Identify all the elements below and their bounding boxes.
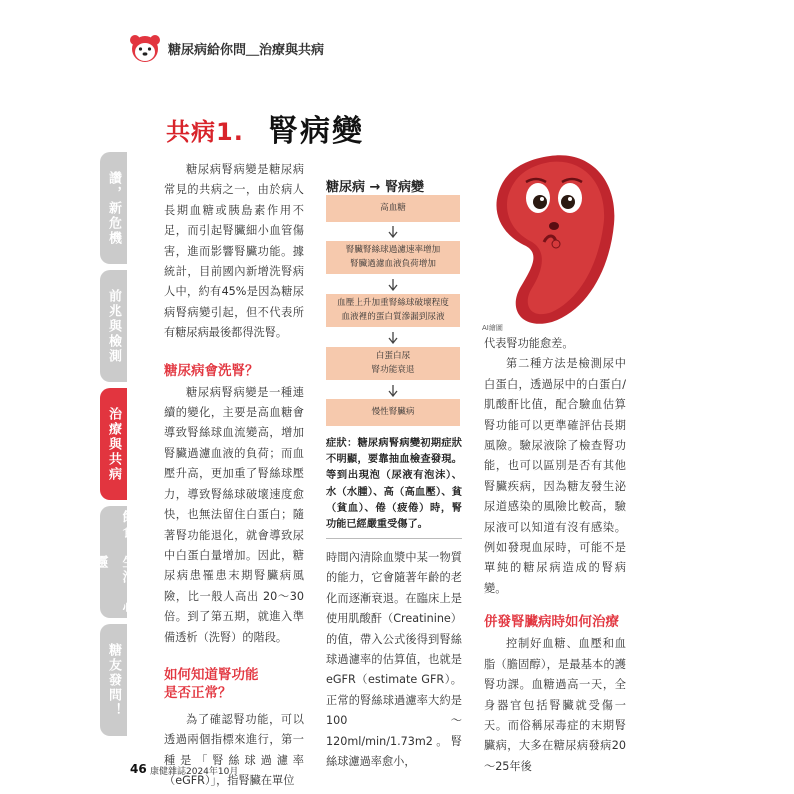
arrow-down-icon (388, 332, 398, 344)
running-header: 糖尿病給你問＿治療與共病 (168, 43, 325, 58)
continuation-line: 代表腎功能愈差。 (484, 337, 574, 350)
heading-kidney-function: 如何知道腎功能 是否正常？ (164, 666, 259, 701)
column-2 (326, 548, 462, 772)
arrow-down-icon (388, 385, 398, 397)
flowchart-title: 糖尿病 → 腎病變 (326, 180, 424, 195)
flow-box-high-glucose: 高血糖 (326, 195, 460, 222)
tab-new-crisis[interactable]: 讚，新危機 (100, 152, 127, 264)
page-number: 46 (130, 762, 147, 776)
magazine-issue: 康健雜誌2024年10月 (150, 767, 239, 777)
column-1 (164, 160, 304, 792)
image-credit: AI繪圖 (482, 324, 503, 332)
intro-paragraph: 糖尿病腎病變是糖尿病常見的共病之一，由於病人長期血糖或胰島素作用不足，而引起腎臟細小血管傷害，進而影響腎臟功能。據統計，目前國內新增洗腎病人中，約有45%是因為糖尿病腎病變引起，但不代表所有糖尿病最後都得洗腎。 (164, 163, 304, 340)
flow-box-filtration: 腎臟腎絲球過濾速率增加 腎臟過濾血液負荷增加 (326, 241, 460, 274)
tab-reader-questions[interactable]: 糖友發問！ (100, 624, 127, 736)
arrow-down-icon (388, 279, 398, 291)
tab-diet-life-mind[interactable]: 飲食、生活、心靈 (100, 506, 127, 618)
symptom-note: 症狀：糖尿病腎病變初期症狀不明顯，要靠抽血檢查發現。等到出現泡（尿液有泡沫）、水（水腫）、高（高血壓）、貧（貧血）、倦（疲倦）時，腎功能已經嚴重受傷了。 (326, 438, 462, 531)
arrow-down-icon (388, 226, 398, 238)
tab-treatment-comorbidity[interactable]: 治療與共病 (100, 388, 127, 500)
kidney-function-paragraph: 為了確認腎功能，可以透過兩個指標來進行，第一種是「腎絲球過濾率（eGFR）」，指腎臟在單位 (164, 712, 304, 788)
kidney-character-illustration (490, 150, 622, 330)
heading-treatment: 併發腎臟病時如何治療 (484, 614, 619, 631)
flow-box-blood-pressure: 血壓上升加重腎絲球破壞程度 血液裡的蛋白質滲漏到尿液 (326, 294, 460, 327)
flow-box-albuminuria: 白蛋白尿 腎功能衰退 (326, 347, 460, 380)
flow-box-ckd: 慢性腎臟病 (326, 399, 460, 426)
urine-albumin-paragraph: 第二種方法是檢測尿中白蛋白，透過尿中的白蛋白/肌酸酐比值，配合驗血估算腎功能可以更準確評估長期風險。驗尿液除了檢查腎功能，也可以區別是否有其他腎臟疾病，因為糖友發生泌尿道感染的風險比較高，驗尿液可以知道有沒有感染。例如發現血尿時，可能不是單純的糖尿病造成的腎病變。 (484, 357, 626, 595)
egfr-paragraph: 時間內清除血漿中某一物質的能力，它會隨著年齡的老化而逐漸衰退。在臨床上是使用肌酸酐（Creatinine）的值，帶入公式後得到腎絲球過濾率的估算值，也就是 eGFR（estimate GFR）。正常的腎絲球過濾率大約是100～120ml/min/1.73m2。腎絲球濾過率愈小， (326, 551, 462, 769)
bear-logo-icon (128, 32, 162, 62)
heading-dialysis: 糖尿病會洗腎？ (164, 362, 259, 379)
treatment-paragraph: 控制好血糖、血壓和血脂（膽固醇），是最基本的護腎功課。血糖過高一天，全身器官包括腎臟就受傷一天。而俗稱尿毒症的末期腎臟病，大多在糖尿病發病20～25年後 (484, 637, 626, 773)
page-title: 腎病變 (268, 114, 364, 149)
dialysis-paragraph: 糖尿病腎病變是一種連續的變化，主要是高血糖會導致腎絲球血流變高，增加腎臟過濾血液的負荷；而血壓升高，更加重了腎絲球壓力，導致腎絲球破壞速度愈快，也無法留住白蛋白；隨著腎功能退化，就會導致尿中白蛋白量增加。因此，糖尿病患罹患末期腎臟病風險，比一般人高出 20～30倍。到了第五期，就進入準備透析（洗腎）的階段。 (164, 385, 304, 644)
tab-signs-and-testing[interactable]: 前兆與檢測 (100, 270, 127, 382)
section-number: 共病1. (166, 118, 244, 146)
divider (326, 538, 462, 539)
column-3 (484, 334, 626, 777)
